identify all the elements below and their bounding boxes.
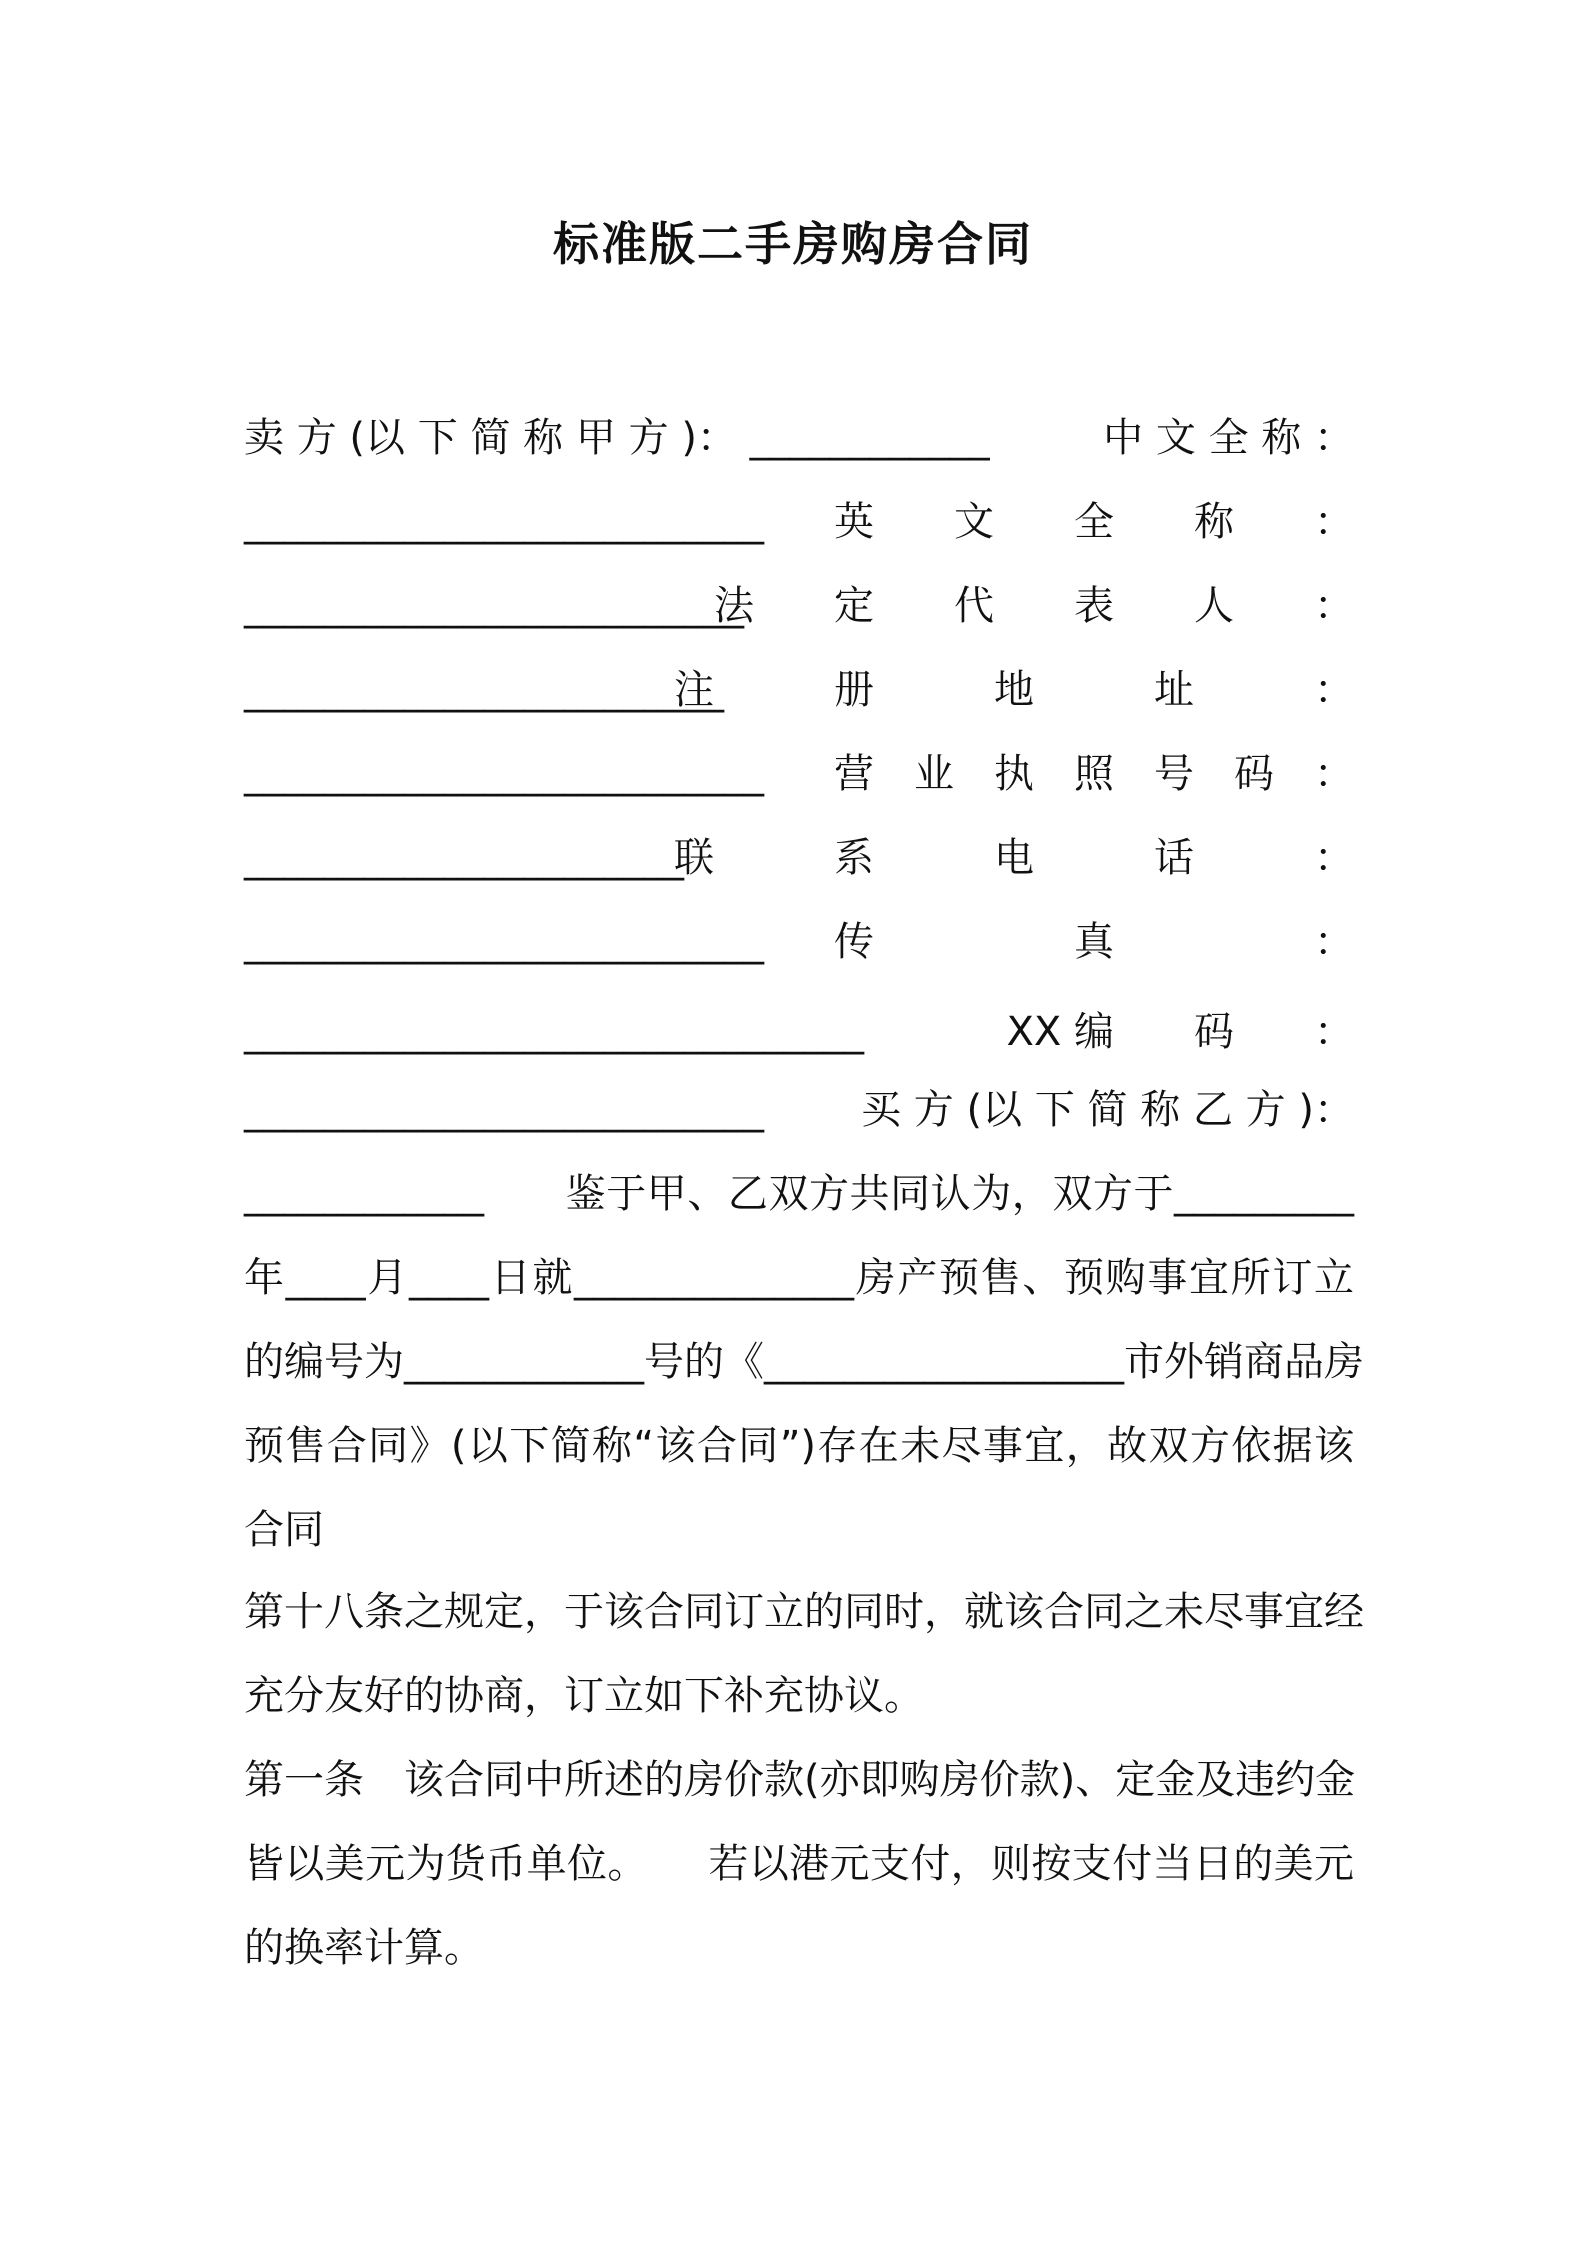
body-line: 预售合同》(以下简称“该合同”)存在未尽事宜，故双方依据该 (244, 1423, 1354, 1469)
body-line: 充分友好的协商，订立如下补充协议。 (244, 1673, 924, 1719)
party-line-registered-address (244, 660, 1354, 720)
party-line-fax (244, 912, 1354, 972)
party-line-right: 中 文 全 称 ： (1103, 415, 1354, 461)
party-line-right: 法 定 代 表 人 ： (714, 583, 1354, 629)
party-line-legal-representative (244, 576, 1354, 636)
body-line: ____________ 鉴于甲、乙双方共同认为，双方于_________ (244, 1171, 1354, 1217)
party-line-seller (244, 408, 1354, 468)
party-line-right: 买 方 (以 下 简 称 乙 方 )： (861, 1087, 1354, 1133)
article-1-line: 的换率计算。 (244, 1925, 484, 1971)
party-line-left: __________________________ (244, 919, 764, 965)
party-line-business-license (244, 744, 1354, 804)
party-line-left: __________________________ (244, 751, 764, 797)
party-line-buyer (244, 1080, 1354, 1140)
body-line: 第十八条之规定，于该合同订立的同时，就该合同之未尽事宜经 (244, 1589, 1364, 1635)
party-line-right: 英 文 全 称 ： (834, 499, 1354, 545)
party-line-code (244, 1002, 1354, 1062)
party-line-left: ______________________ (244, 835, 684, 881)
party-line-right: 注 册 地 址 ： (674, 667, 1354, 713)
body-line: 年____月____日就______________房产预售、预购事宜所订立 (244, 1255, 1354, 1301)
party-line-left: _________________________ (244, 583, 744, 629)
party-line-english-name (244, 492, 1354, 552)
party-line-left: 卖 方 (以 下 简 称 甲 方 )： ____________ (244, 415, 990, 461)
party-line-right: XX 编 码 ： (1006, 1009, 1354, 1055)
party-line-phone (244, 828, 1354, 888)
party-line-left: __________________________ (244, 1087, 764, 1133)
party-line-right: 传 真 ： (834, 919, 1354, 965)
party-line-left: ________________________ (244, 667, 724, 713)
article-1-line: 皆以美元为货币单位。 若以港元支付，则按支付当日的美元 (244, 1841, 1354, 1887)
article-1-line: 第一条 该合同中所述的房价款(亦即购房价款)、定金及违约金 (244, 1757, 1356, 1803)
body-line: 的编号为____________号的《__________________市外销商品房 (244, 1339, 1364, 1385)
party-line-left: _______________________________ (244, 1009, 864, 1055)
document-title: 标准版二手房购房合同 (553, 217, 1033, 271)
body-line: 合同 (244, 1507, 324, 1553)
party-line-right: 联 系 电 话 ： (674, 835, 1354, 881)
party-line-right: 营 业 执 照 号 码 ： (834, 751, 1354, 797)
party-line-left: __________________________ (244, 499, 764, 545)
